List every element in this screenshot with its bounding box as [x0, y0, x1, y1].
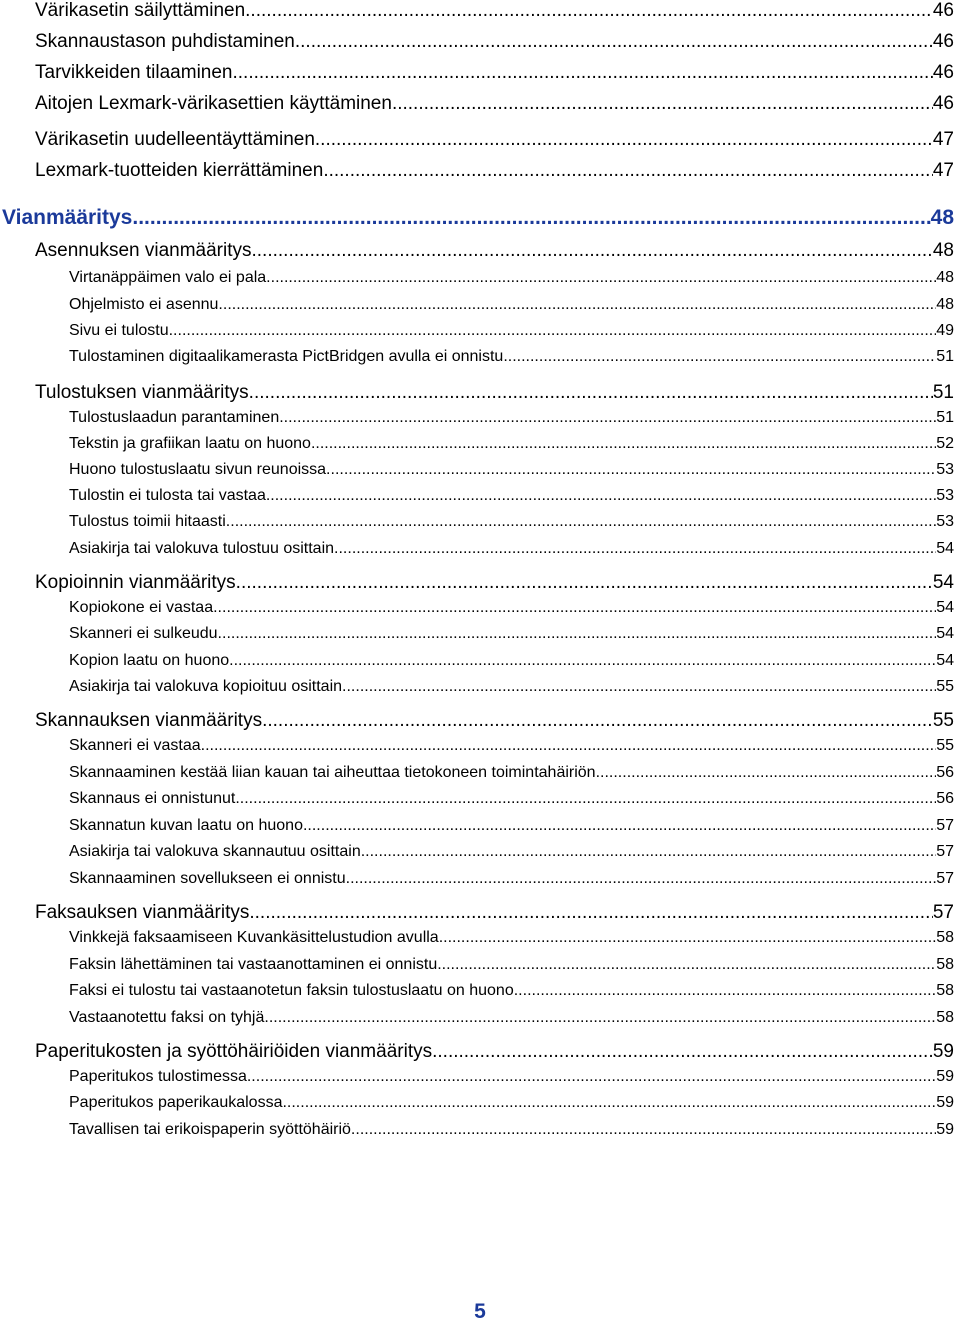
toc-chapter[interactable]	[2, 206, 954, 230]
toc-leader-dots	[342, 678, 936, 696]
toc-subsection[interactable]	[69, 296, 954, 314]
toc-title: Aitojen Lexmark-värikasettien käyttäminen	[35, 93, 392, 114]
toc-page-number: 56	[936, 764, 954, 781]
toc-section[interactable]	[35, 160, 954, 182]
toc-subsection[interactable]	[69, 1009, 954, 1027]
toc-leader-dots	[596, 764, 937, 782]
toc-section[interactable]	[35, 93, 954, 115]
toc-title: Kopioinnin vianmääritys	[35, 572, 236, 593]
toc-leader-dots	[169, 322, 937, 340]
toc-page-number: 57	[932, 902, 954, 923]
toc-leader-dots	[361, 843, 936, 861]
toc-title: Tulostin ei tulosta tai vastaa	[69, 487, 266, 504]
toc-title: Skannaaminen sovellukseen ei onnistu	[69, 870, 346, 887]
toc-subsection[interactable]	[69, 737, 954, 755]
toc-page-number: 53	[936, 461, 954, 478]
toc-page-number: 58	[936, 956, 954, 973]
toc-leader-dots	[266, 487, 936, 505]
toc-leader-dots	[235, 790, 936, 808]
toc-page-number: 54	[936, 599, 954, 616]
toc-section[interactable]	[35, 710, 954, 732]
toc-title: Tulostuksen vianmääritys	[35, 382, 249, 403]
toc-leader-dots	[295, 31, 933, 53]
toc-title: Vastaanotettu faksi on tyhjä	[69, 1009, 265, 1026]
toc-leader-dots	[245, 0, 933, 22]
toc-leader-dots	[213, 599, 936, 617]
toc-leader-dots	[218, 296, 936, 314]
toc-page-number: 56	[936, 790, 954, 807]
toc-title: Paperitukos tulostimessa	[69, 1068, 247, 1085]
toc-section[interactable]	[35, 129, 954, 151]
toc-subsection[interactable]	[69, 322, 954, 340]
toc-leader-dots	[266, 269, 936, 287]
toc-title: Paperitukosten ja syöttöhäiriöiden vianmääritys	[35, 1041, 433, 1062]
toc-title: Kopion laatu on huono	[69, 652, 230, 669]
toc-title: Skannauksen vianmääritys	[35, 710, 263, 731]
toc-leader-dots	[282, 1094, 936, 1112]
toc-subsection[interactable]	[69, 513, 954, 531]
toc-section[interactable]	[35, 31, 954, 53]
toc-page-number: 57	[936, 843, 954, 860]
toc-page-number: 54	[936, 540, 954, 557]
toc-page-number: 46	[932, 62, 954, 83]
toc-title: Skannaaminen kestää liian kauan tai aiheuttaa tietokoneen toimintahäiriön	[69, 764, 596, 781]
toc-leader-dots	[437, 956, 936, 974]
toc-leader-dots	[218, 625, 937, 643]
toc-leader-dots	[264, 1009, 936, 1027]
toc-page-number: 48	[932, 240, 954, 261]
toc-title: Skannaus ei onnistunut	[69, 790, 236, 807]
toc-leader-dots	[279, 409, 936, 427]
toc-page-number: 46	[932, 93, 954, 114]
toc-title: Huono tulostuslaatu sivun reunoissa	[69, 461, 327, 478]
toc-title: Faksi ei tulostu tai vastaanotetun faksin tulostuslaatu on huono	[69, 982, 514, 999]
toc-subsection[interactable]	[69, 870, 954, 888]
toc-title: Faksauksen vianmääritys	[35, 902, 250, 923]
toc-page-number: 47	[932, 160, 954, 181]
toc-title: Skannaustason puhdistaminen	[35, 31, 295, 52]
toc-page-number: 48	[936, 296, 954, 313]
toc-subsection[interactable]	[69, 540, 954, 558]
toc-title: Värikasetin uudelleentäyttäminen	[35, 129, 315, 150]
toc-page-number: 51	[936, 348, 954, 365]
toc-page-number: 51	[936, 409, 954, 426]
toc-title: Sivu ei tulostu	[69, 322, 169, 339]
toc-page-number: 52	[936, 435, 954, 452]
toc-leader-dots	[132, 206, 930, 230]
toc-leader-dots	[226, 513, 936, 531]
toc-leader-dots	[503, 348, 936, 366]
toc-title: Skanneri ei vastaa	[69, 737, 201, 754]
toc-page-number: 51	[932, 382, 954, 403]
toc-title: Värikasetin säilyttäminen	[35, 0, 246, 21]
toc-subsection[interactable]	[69, 1068, 954, 1086]
toc-leader-dots	[233, 62, 933, 84]
page-number: 5	[474, 1300, 486, 1323]
toc-subsection[interactable]	[69, 956, 954, 974]
toc-leader-dots	[315, 129, 933, 151]
toc-page-number: 59	[936, 1068, 954, 1085]
toc-section[interactable]	[35, 62, 954, 84]
toc-title: Kopiokone ei vastaa	[69, 599, 214, 616]
toc-leader-dots	[247, 1068, 936, 1086]
toc-section[interactable]	[35, 572, 954, 594]
toc-subsection[interactable]	[69, 1121, 954, 1139]
toc-page-number: 54	[932, 572, 954, 593]
toc-subsection[interactable]	[69, 435, 954, 453]
toc-leader-dots	[249, 382, 933, 404]
toc-section[interactable]	[35, 0, 954, 22]
toc-section[interactable]	[35, 240, 954, 262]
toc-subsection[interactable]	[69, 625, 954, 643]
toc-subsection[interactable]	[69, 461, 954, 479]
toc-title: Tulostaminen digitaalikamerasta PictBridgen avulla ei onnistu	[69, 348, 504, 365]
toc-leader-dots	[439, 929, 937, 947]
toc-page-number: 46	[932, 0, 954, 21]
toc-subsection[interactable]	[69, 929, 954, 947]
toc-leader-dots	[334, 540, 936, 558]
toc-title: Paperitukos paperikaukalossa	[69, 1094, 283, 1111]
toc-leader-dots	[514, 982, 936, 1000]
toc-title: Skannatun kuvan laatu on huono	[69, 817, 303, 834]
toc-title: Tarvikkeiden tilaaminen	[35, 62, 233, 83]
toc-leader-dots	[346, 870, 937, 888]
toc-page-number: 59	[936, 1094, 954, 1111]
toc-leader-dots	[392, 93, 933, 115]
toc-leader-dots	[311, 435, 936, 453]
toc-leader-dots	[303, 817, 936, 835]
toc-subsection[interactable]	[69, 409, 954, 427]
toc-subsection[interactable]	[69, 652, 954, 670]
toc-page-number: 46	[932, 31, 954, 52]
toc-subsection[interactable]	[69, 348, 954, 366]
toc-title: Asiakirja tai valokuva tulostuu osittain	[69, 540, 335, 557]
toc-title: Virtanäppäimen valo ei pala	[69, 269, 267, 286]
toc-leader-dots	[323, 160, 933, 182]
toc-title: Tekstin ja grafiikan laatu on huono	[69, 435, 311, 452]
toc-title: Vianmääritys	[2, 206, 133, 229]
toc-title: Asiakirja tai valokuva kopioituu osittain	[69, 678, 343, 695]
toc-title: Tavallisen tai erikoispaperin syöttöhäiriö	[69, 1121, 351, 1138]
toc-page-number: 58	[936, 929, 954, 946]
toc-page-number: 57	[936, 817, 954, 834]
toc-page-number: 48	[936, 269, 954, 286]
toc-page-number: 57	[936, 870, 954, 887]
toc-section[interactable]	[35, 1041, 954, 1063]
toc-title: Asiakirja tai valokuva skannautuu osittain	[69, 843, 361, 860]
toc-subsection[interactable]	[69, 843, 954, 861]
toc-page-number: 58	[936, 982, 954, 999]
toc-title: Faksin lähettäminen tai vastaanottaminen ei onnistu	[69, 956, 438, 973]
toc-subsection[interactable]	[69, 599, 954, 617]
toc-page-number: 49	[936, 322, 954, 339]
toc-subsection[interactable]	[69, 487, 954, 505]
toc-page-number: 59	[936, 1121, 954, 1138]
toc-page-number: 55	[936, 737, 954, 754]
toc-title: Skanneri ei sulkeudu	[69, 625, 218, 642]
toc-leader-dots	[229, 652, 936, 670]
toc-title: Tulostus toimii hitaasti	[69, 513, 226, 530]
toc-subsection[interactable]	[69, 1094, 954, 1112]
toc-page-number: 54	[936, 625, 954, 642]
toc-subsection[interactable]	[69, 678, 954, 696]
toc-page-number: 55	[932, 710, 954, 731]
toc-leader-dots	[262, 710, 933, 732]
toc-leader-dots	[351, 1121, 936, 1139]
toc-page-number: 48	[930, 206, 954, 229]
toc-leader-dots	[249, 902, 932, 924]
toc-page-number: 59	[932, 1041, 954, 1062]
toc-leader-dots	[326, 461, 936, 479]
toc-leader-dots	[432, 1041, 933, 1063]
toc-title: Asennuksen vianmääritys	[35, 240, 252, 261]
toc-section[interactable]	[35, 902, 954, 924]
toc-subsection[interactable]	[69, 269, 954, 287]
toc-subsection[interactable]	[69, 790, 954, 808]
toc-page-number: 54	[936, 652, 954, 669]
toc-title: Tulostuslaadun parantaminen	[69, 409, 280, 426]
toc-title: Ohjelmisto ei asennu	[69, 296, 219, 313]
toc-page-number: 53	[936, 487, 954, 504]
toc-page-number: 58	[936, 1009, 954, 1026]
toc-subsection[interactable]	[69, 764, 954, 782]
toc-subsection[interactable]	[69, 817, 954, 835]
toc-subsection[interactable]	[69, 982, 954, 1000]
toc-title: Lexmark-tuotteiden kierrättäminen	[35, 160, 324, 181]
toc-leader-dots	[252, 240, 933, 262]
toc-page-number: 53	[936, 513, 954, 530]
toc-page-number: 47	[932, 129, 954, 150]
toc-leader-dots	[201, 737, 937, 755]
toc-page-number: 55	[936, 678, 954, 695]
toc-section[interactable]	[35, 382, 954, 404]
toc-title: Vinkkejä faksaamiseen Kuvankäsittelustudion avulla	[69, 929, 439, 946]
toc-leader-dots	[236, 572, 933, 594]
